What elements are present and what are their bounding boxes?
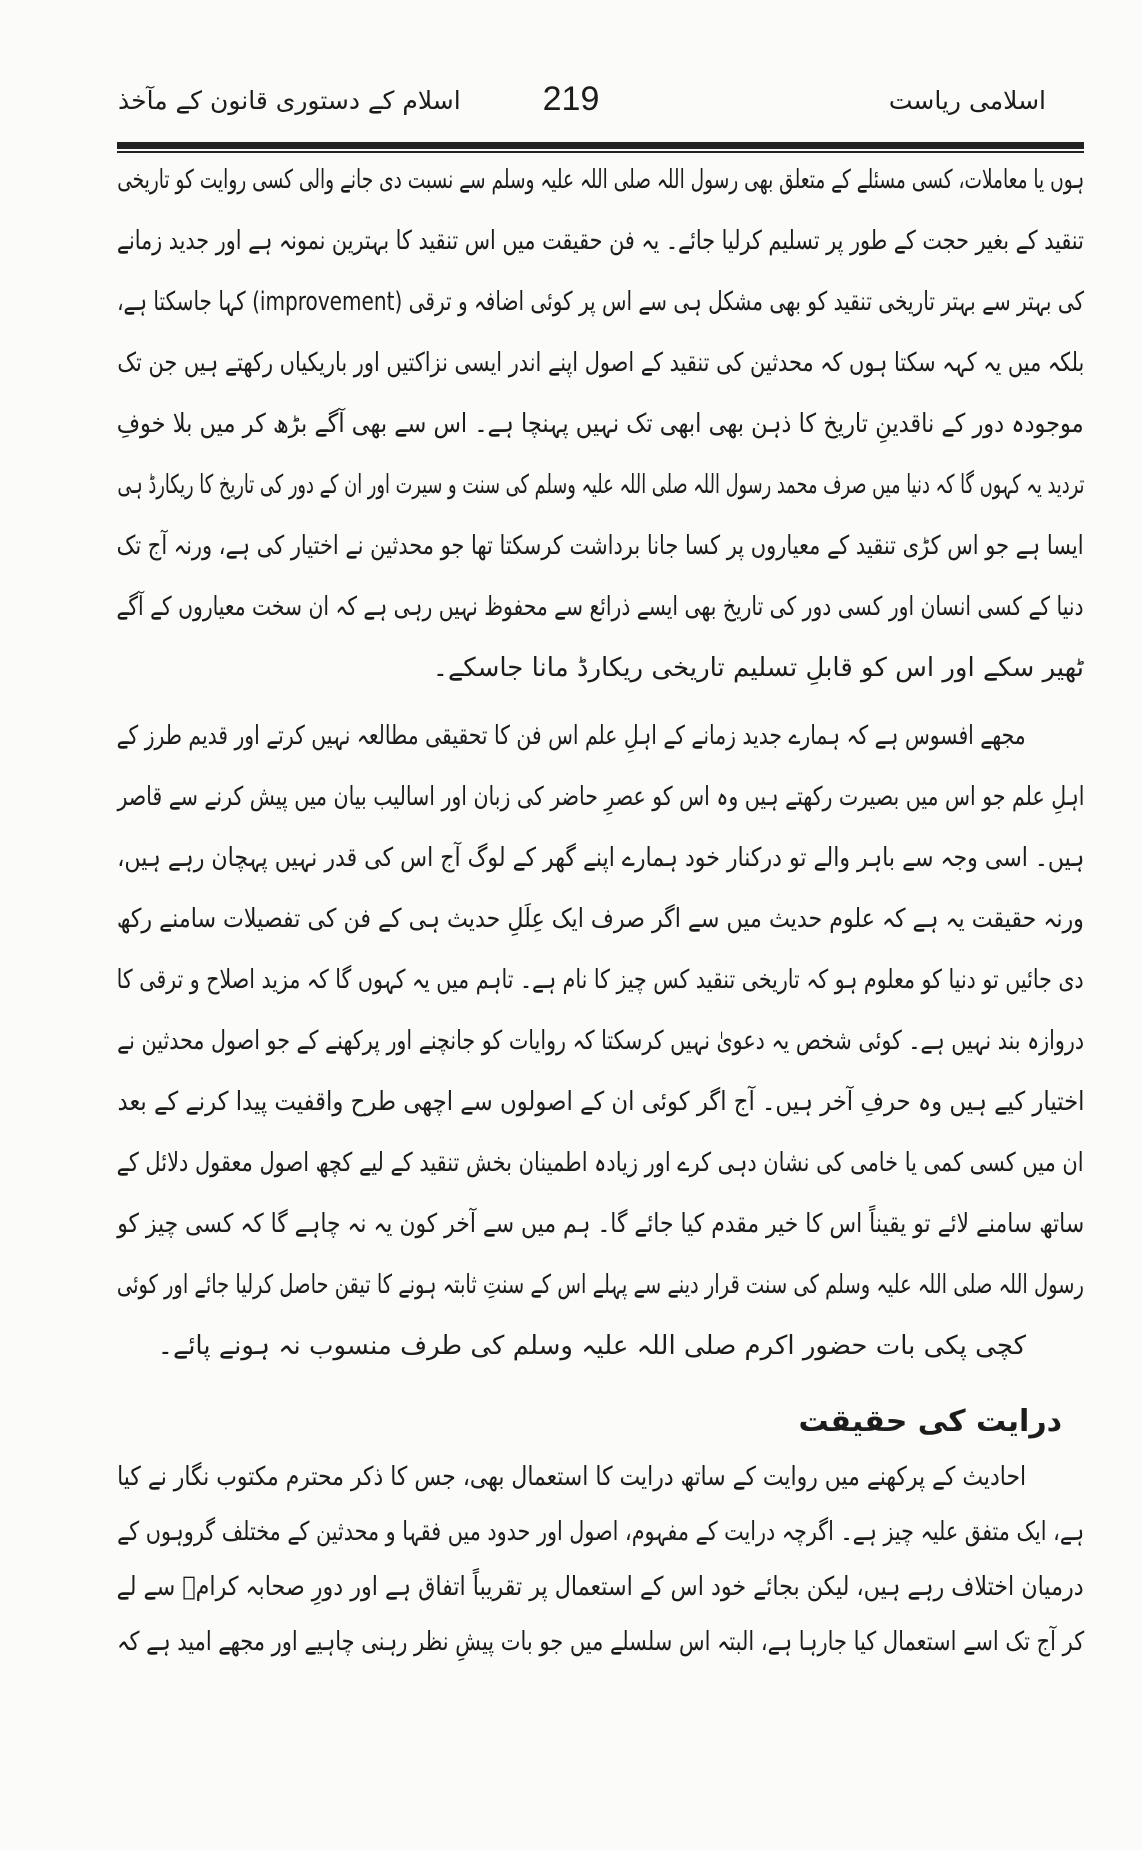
paragraph-2	[117, 706, 1084, 1377]
text-line	[117, 516, 1084, 577]
text-line-content: کچی پکی بات حضور اکرم صلی اللہ علیہ وسلم کی طرف منسوب نہ ہونے پائے۔	[157, 1331, 1026, 1361]
text-line-content: تنقید کے بغیر حجت کے طور پر تسلیم کرلیا جائے۔ یہ فن حقیقت میں اس تنقید کا بہترین نمونہ ہے اور جدید زمانے	[117, 226, 1084, 256]
text-line	[117, 1072, 1084, 1133]
text-line	[117, 1011, 1084, 1072]
text-line	[117, 828, 1084, 889]
text-line-content: ساتھ سامنے لائے تو یقیناً اس کا خیر مقدم کیا جائے گا۔ ہم میں سے آخر کون یہ نہ چاہے گا کہ کسی چیز کو	[117, 1209, 1084, 1239]
text-line-content: مجھے افسوس ہے کہ ہمارے جدید زمانے کے اہلِ علم اس فن کا تحقیقی مطالعہ نہیں کرتے اور قدیم طرز کے	[117, 721, 1026, 751]
text-line-content: ایسا ہے جو اس کڑی تنقید کے معیاروں پر کسا جانا برداشت کرسکتا تھا جو محدثین نے اختیار کی ہے، ورنہ آج تک	[117, 531, 1084, 561]
text-line	[117, 889, 1084, 950]
page-number: 219	[542, 80, 600, 118]
text-line-content: دنیا کے کسی انسان اور کسی دور کی تاریخ بھی ایسے ذرائع سے محفوظ نہیں رہی ہے کہ ان سخت معیاروں کے آگے	[117, 592, 1084, 622]
text-line	[117, 1194, 1084, 1255]
text-line	[117, 1450, 1084, 1505]
text-line	[117, 333, 1084, 394]
text-line	[117, 706, 1084, 767]
text-line-content: ورنہ حقیقت یہ ہے کہ علوم حدیث میں سے اگر صرف ایک عِلَلِ حدیث ہی کے فن کی تفصیلات سامنے رکھ	[117, 904, 1084, 934]
text-line-content: اہلِ علم جو اس میں بصیرت رکھتے ہیں وہ اس کو عصرِ حاضر کی زبان اور اسالیب بیان میں پیش کرنے سے قاصر	[117, 782, 1084, 812]
text-line	[117, 455, 1084, 516]
text-line-content: ان میں کسی کمی یا خامی کی نشان دہی کرے اور زیادہ اطمینان بخش تنقید کے لیے کچھ اصول معقول دلائل کے	[117, 1148, 1084, 1178]
running-header-book-title: اسلامی ریاست	[888, 86, 1046, 115]
text-line	[117, 1133, 1084, 1194]
header-rule-thick	[117, 142, 1084, 149]
text-line	[117, 1316, 1084, 1377]
text-line-content: ہے، ایک متفق علیہ چیز ہے۔ اگرچہ درایت کے مفہوم، اصول اور حدود میں فقہا و محدثین کے مختلف گروہوں کے	[117, 1517, 1084, 1547]
text-line-content: ٹھیر سکے اور اس کو قابلِ تسلیم تاریخی ریکارڈ مانا جاسکے۔	[432, 653, 1084, 683]
section-heading: درایت کی حقیقت	[798, 1404, 1062, 1439]
text-line-content: دروازہ بند نہیں ہے۔ کوئی شخص یہ دعویٰ نہیں کرسکتا کہ روایات کو جانچنے اور پرکھنے کے جو اصول محدثین نے	[117, 1026, 1084, 1056]
text-line	[117, 577, 1084, 638]
text-line	[117, 1560, 1084, 1615]
text-line-content: درمیان اختلاف رہے ہیں، لیکن بجائے خود اس کے استعمال پر تقریباً اتفاق ہے اور دورِ صحابہ کرامؓ سے لے	[117, 1572, 1084, 1602]
text-line	[117, 638, 1084, 699]
text-line	[117, 150, 1084, 211]
paragraph-1	[117, 150, 1084, 699]
text-line	[117, 950, 1084, 1011]
text-line-content: بلکہ میں یہ کہہ سکتا ہوں کہ محدثین کی تنقید کے اصول اپنے اندر ایسی نزاکتیں اور باریکیاں رکھتے ہیں جن تک	[117, 348, 1084, 378]
text-line-content: رسول اللہ صلی اللہ علیہ وسلم کی سنت قرار دینے سے پہلے اس کے سنتِ ثابتہ ہونے کا تیقن حاصل کرلیا جائے اور کوئی	[117, 1270, 1084, 1300]
text-line-content: تردید یہ کہوں گا کہ دنیا میں صرف محمد رسول اللہ صلی اللہ علیہ وسلم کی سنت و سیرت اور ان کے دور کی تاریخ کا ریکارڈ ہی	[116, 470, 1084, 500]
text-line-content: ہیں۔ اسی وجہ سے باہر والے تو درکنار خود ہمارے اپنے گھر کے لوگ آج اس کی قدر نہیں پہچان رہے ہیں،	[117, 843, 1084, 873]
text-line-content: اختیار کیے ہیں وہ حرفِ آخر ہیں۔ آج اگر کوئی ان کے اصولوں سے اچھی طرح واقفیت پیدا کرنے کے بعد	[117, 1087, 1084, 1117]
text-line-content: ہوں یا معاملات، کسی مسئلے کے متعلق بھی رسول اللہ صلی اللہ علیہ وسلم سے نسبت دی جانے والی کسی روایت کو تاریخی	[117, 165, 1084, 195]
text-line-content: موجودہ دور کے ناقدینِ تاریخ کا ذہن بھی ابھی تک نہیں پہنچا ہے۔ اس سے بھی آگے بڑھ کر میں بلا خوفِ	[117, 409, 1084, 439]
text-line	[117, 394, 1084, 455]
text-line	[117, 767, 1084, 828]
text-line-content: دی جائیں تو دنیا کو معلوم ہو کہ تاریخی تنقید کس چیز کا نام ہے۔ تاہم میں یہ کہوں گا کہ مزید اصلاح و ترقی کا	[117, 965, 1084, 995]
text-line	[117, 1255, 1084, 1316]
running-header-chapter-title: اسلام کے دستوری قانون کے مآخذ	[118, 86, 461, 115]
text-line	[117, 1505, 1084, 1560]
text-line	[117, 211, 1084, 272]
text-line-content: کی بہتر سے بہتر تاریخی تنقید کو بھی مشکل ہی سے اس پر کوئی اضافہ و ترقی (improvement) کہا جاسکتا ہے،	[117, 287, 1084, 317]
text-line	[117, 1615, 1084, 1670]
text-line-content: کر آج تک اسے استعمال کیا جارہا ہے، البتہ اس سلسلے میں جو بات پیشِ نظر رہنی چاہیے اور مجھے امید ہے کہ	[117, 1627, 1084, 1657]
text-line-content: احادیث کے پرکھنے میں روایت کے ساتھ درایت کا استعمال بھی، جس کا ذکر محترم مکتوب نگار نے کیا	[117, 1462, 1026, 1492]
paragraph-3	[117, 1450, 1084, 1670]
text-line	[117, 272, 1084, 333]
